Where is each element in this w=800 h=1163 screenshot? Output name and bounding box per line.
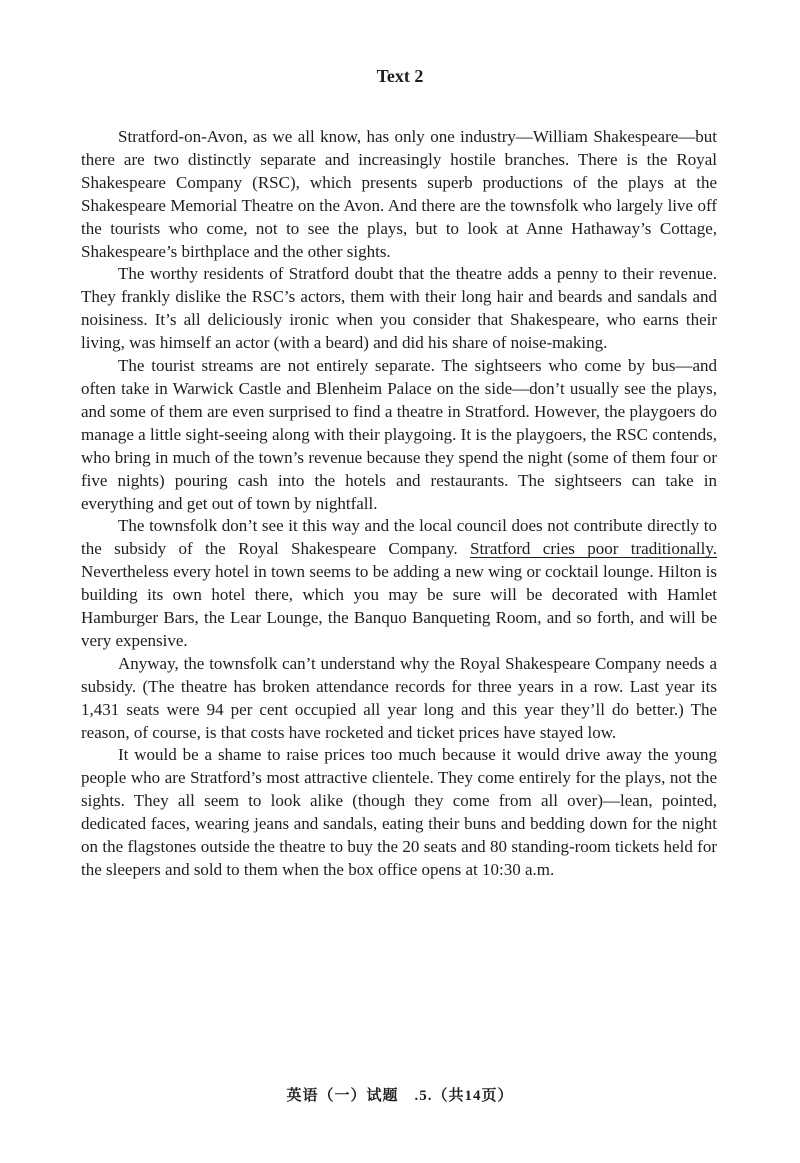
paragraph-3: The tourist streams are not entirely separate. The sightseers who come by bus—and often take in Warwick Castle and Blenheim Palace on the side—don’t usually see the plays, and some of them are even surprised to find a theatre in Stratford. However, the playgoers do manage a little sight-seeing along with their playgoing. It is the playgoers, the RSC contends, who bring in much of the town’s revenue because they spend the night (some of them four or five nights) pouring cash into the hotels and restaurants. The sightseers can take in everything and get out of town by nightfall. bbox=[81, 356, 717, 513]
underlined-sentence: Stratford cries poor traditionally. bbox=[470, 539, 717, 559]
paragraph-2: The worthy residents of Stratford doubt that the theatre adds a penny to their revenue. They frankly dislike the RSC’s actors, them with their long hair and beards and sandals and noisiness. It’s all deliciously ironic when you consider that Shakespeare, who earns their living, was himself an actor (with a beard) and did his share of noise-making. bbox=[81, 264, 717, 353]
section-title: Text 2 bbox=[376, 66, 424, 86]
paragraph-4 bbox=[81, 515, 717, 652]
paragraph-5: Anyway, the townsfolk can’t understand why the Royal Shakespeare Company needs a subsidy. (The theatre has broken attendance records for three years in a row. Last year its 1,431 seats were 94 per cent occupied all year long and this year they’ll do better.) The reason, of course, is that costs have rocketed and ticket prices have stayed low. bbox=[81, 653, 717, 742]
page-footer: 英语（一）试题 .5.（共14页） bbox=[286, 1088, 514, 1104]
passage-body bbox=[81, 126, 717, 882]
paragraph-6: It would be a shame to raise prices too much because it would drive away the young people who are Stratford’s most attractive clientele. They come entirely for the plays, not the sights. They all seem to look alike (though they come from all over)—lean, pointed, dedicated faces, wearing jeans and sandals, eating their buns and bedding down for the night on the flagstones outside the theatre to buy the 20 seats and 80 standing-room tickets held for the sleepers and sold to them when the box office opens at 10:30 a.m. bbox=[81, 745, 717, 879]
paragraph-4-after: Nevertheless every hotel in town seems to be adding a new wing or cocktail lounge. Hilton is building its own hotel there, which you may be sure will be decorated with Hamlet Hamburger Bars, the Lear Lounge, the Banquo Banqueting Room, and so forth, and will be very expensive. bbox=[81, 562, 717, 650]
paragraph-1: Stratford-on-Avon, as we all know, has only one industry—William Shakespeare—but there are two distinctly separate and increasingly hostile branches. There is the Royal Shakespeare Company (RSC), which presents superb productions of the plays at the Shakespeare Memorial Theatre on the Avon. And there are the townsfolk who largely live off the tourists who come, not to see the plays, but to look at Anne Hathaway’s Cottage, Shakespeare’s birthplace and the other sights. bbox=[81, 127, 717, 261]
paragraph-4-before: The townsfolk don’t see it this way and the local council does not contribute directly to the subsidy of the Royal Shakespeare Company. bbox=[81, 516, 717, 559]
